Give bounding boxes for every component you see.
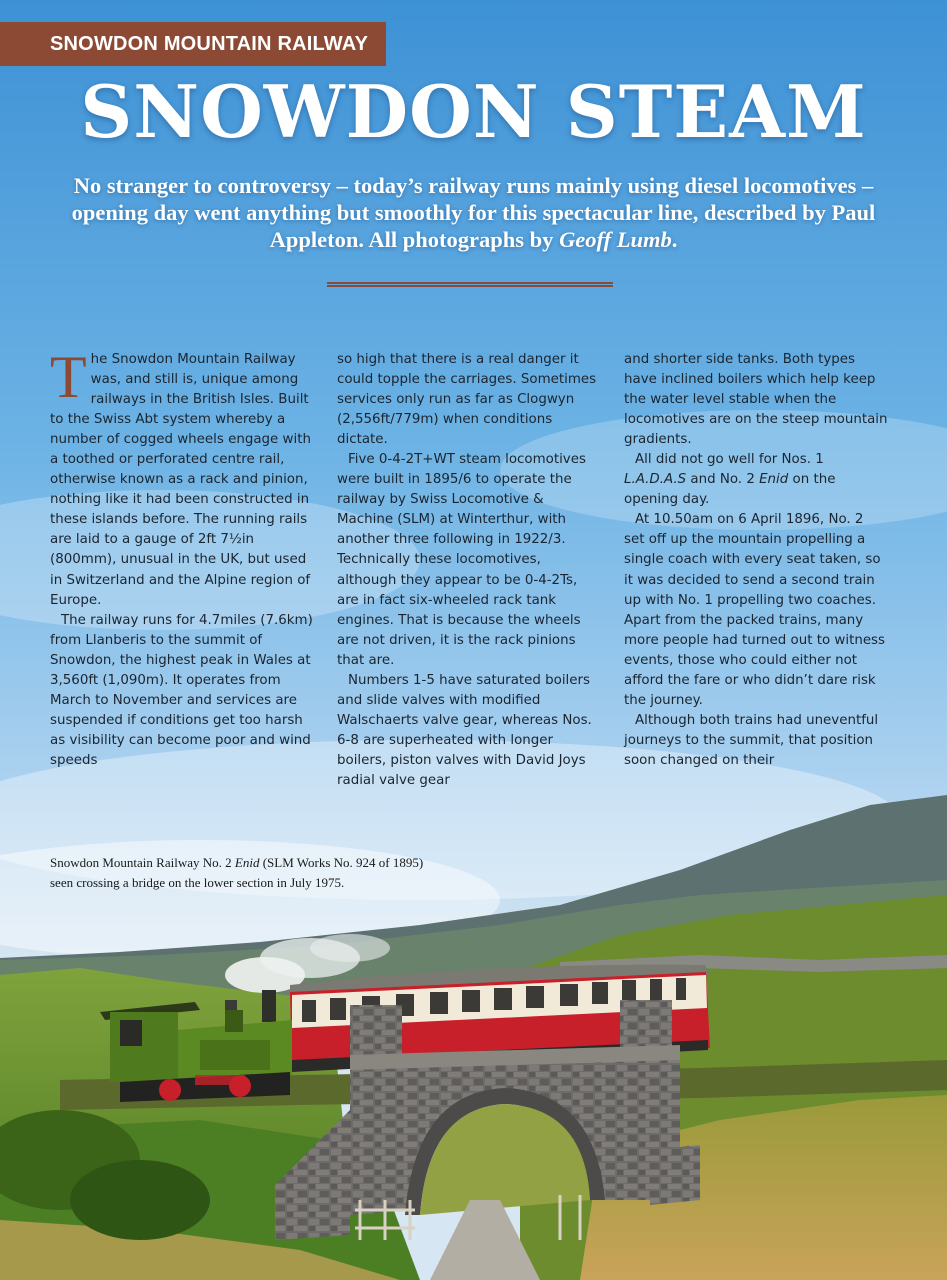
section-label: SNOWDON MOUNTAIN RAILWAY xyxy=(0,22,386,66)
loco-name: Enid xyxy=(759,472,789,488)
caption-text: Snowdon Mountain Railway No. 2 xyxy=(50,855,235,870)
article-paragraph: Five 0-4-2T+WT steam locomotives were built in 1895/6 to operate the railway by Swiss Locomotive & Machine (SLM) at Winterthur, with another three following in 1922/3. Technically these locomotives, although they appear to be 0-4-2Ts, are in fact six-wheeled rack tank engines. That is because the wheels are not driven, it is the rack pinions that are. xyxy=(337,452,586,668)
article-paragraph: so high that there is a real danger it could topple the carriages. Sometimes services only run as far as Clogwyn (2,556ft/779m) when conditions dictate. xyxy=(337,352,597,448)
drop-cap: T xyxy=(50,344,87,410)
article-column-1 xyxy=(50,344,314,771)
bush xyxy=(70,1160,210,1240)
article-paragraph xyxy=(624,450,888,510)
article-paragraph: Although both trains had uneventful journeys to the summit, that position soon changed on their xyxy=(624,712,879,768)
standfirst-end: . xyxy=(671,227,678,252)
article-paragraph: The railway runs for 4.7miles (7.6km) from Llanberis to the summit of Snowdon, the highest peak in Wales at 3,560ft (1,090m). It operates from March to November and services are suspended if conditions get too harsh as visibility can become poor and wind speeds xyxy=(50,612,313,768)
headline: SNOWDON STEAM xyxy=(80,69,867,154)
photo-caption xyxy=(50,853,430,893)
paragraph-text: he Snowdon Mountain Railway was, and still is, unique among railways in the British Isles. Built to the Swiss Abt system whereby a number of cogged wheels engage with a toothed or perforated centre rail, otherwise known as a rack and pinion, nothing like it had been constructed in these islands before. The running rails are laid to a gauge of 2ft 7½in (800mm), unusual in the UK, but used in Switzerland and the Alpine region of Europe. xyxy=(50,352,311,608)
steam-cloud xyxy=(310,934,390,962)
paragraph-text: on the opening day. xyxy=(624,472,836,508)
article-column-3 xyxy=(624,350,888,771)
article-paragraph xyxy=(50,344,314,611)
divider-rule xyxy=(327,282,613,287)
paragraph-text: and No. 2 xyxy=(686,472,760,488)
article-paragraph: and shorter side tanks. Both types have inclined boilers which help keep the water level stable when the locomotives are on the steep mountain gradients. xyxy=(624,352,888,448)
paragraph-text: All did not go well for Nos. 1 xyxy=(635,452,824,468)
loco-name: L.A.D.A.S xyxy=(624,472,687,488)
photographer-credit: Geoff Lumb xyxy=(559,227,672,252)
article-paragraph: At 10.50am on 6 April 1896, No. 2 set off up the mountain propelling a single coach with every seat taken, so it was decided to send a second train up with No. 1 propelling two coaches. Apart from the packed trains, many more people had turned out to witness events, those who could either not afford the fare or who didn’t dare risk the journey. xyxy=(624,512,886,708)
article-paragraph: Numbers 1-5 have saturated boilers and slide valves with modified Walschaerts valve gear, whereas Nos. 6-8 are superheated with longer boilers, piston valves with David Joys radial valve gear xyxy=(337,672,592,788)
article-column-2 xyxy=(337,350,601,791)
caption-text: (SLM Works No. 924 of 1895) seen crossing a bridge on the lower section in July 1975. xyxy=(50,855,424,890)
standfirst-text: No stranger to controversy – today’s railway runs mainly using diesel locomotives – opening day went anything but smoothly for this spectacular line, described by Paul Appleton. All photographs by xyxy=(71,173,876,252)
loco-name: Enid xyxy=(234,855,260,870)
standfirst xyxy=(60,172,887,253)
